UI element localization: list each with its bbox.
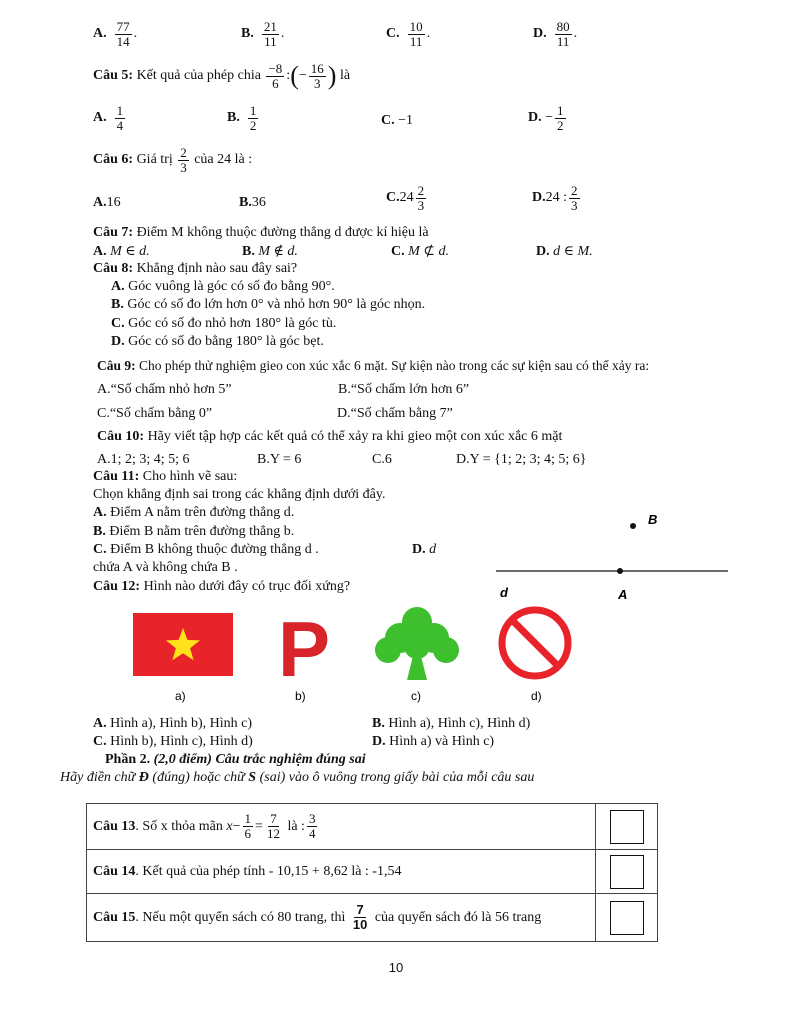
instruction-d: Đ	[138, 770, 149, 785]
option-text: Góc có số đo lớn hơn 0° và nhỏ hơn 90° là góc nhọn.	[127, 297, 426, 312]
option-label: B.	[242, 244, 255, 259]
numerator: 7	[270, 811, 277, 827]
q8-option-b	[111, 297, 425, 313]
q10-option-a: A.1; 2; 3; 4; 5; 6	[97, 452, 190, 467]
numerator: 1	[116, 103, 124, 118]
question-text: . Kết quả của phép tính - 10,15 + 8,62 là : -1,54	[135, 863, 402, 879]
option-label: B.	[372, 716, 385, 731]
denominator: 3	[314, 75, 321, 91]
question-5	[93, 61, 350, 91]
q7-option-c	[391, 243, 449, 260]
question-label: Câu 11:	[93, 469, 140, 484]
denominator: 6	[272, 75, 279, 91]
question-text: Giá trị	[136, 152, 173, 168]
part-2-instruction	[60, 770, 534, 786]
option-label: A.	[93, 505, 107, 520]
page-number: 10	[388, 960, 404, 975]
question-text: Cho phép thử nghiệm gieo con xúc xắc 6 mặt. Sự kiện nào trong các sự kiện sau có thể xảy ra:	[139, 358, 650, 373]
option-suffix: .	[133, 26, 138, 42]
numerator: 21	[263, 19, 277, 34]
question-7	[93, 225, 429, 241]
option-label: C.	[386, 26, 400, 42]
close-paren: )	[327, 61, 337, 90]
part-2-title	[105, 752, 366, 768]
denominator: 2	[249, 117, 257, 133]
q5-option-b	[227, 104, 260, 132]
numerator: 1	[249, 103, 257, 118]
option-text: Hình a), Hình b), Hình c)	[110, 716, 253, 731]
option-label: A.	[111, 279, 125, 294]
question-label: Câu 8:	[93, 261, 134, 276]
q5-option-d	[528, 104, 568, 132]
numerator: 80	[556, 19, 570, 34]
numerator: 16	[310, 60, 324, 76]
q13-cell	[87, 804, 596, 850]
question-label: Câu 12:	[93, 579, 141, 594]
option-text: M ∉ d.	[258, 244, 298, 259]
option-label: D.	[528, 110, 542, 126]
open-paren: (	[290, 61, 299, 90]
option-suffix: .	[280, 26, 285, 42]
option-label: D.	[533, 26, 547, 42]
option-label: A.	[93, 195, 107, 210]
q11-option-d-continued: chứa A và không chứa B .	[93, 560, 238, 575]
question-10	[97, 429, 562, 445]
question-label: Câu 13	[93, 818, 136, 834]
option-label: A.	[93, 110, 107, 126]
numerator: −8	[268, 60, 283, 76]
q8-option-a	[111, 279, 335, 295]
q5-option-c	[381, 113, 413, 129]
denominator: 4	[308, 826, 316, 841]
no-sign-icon	[502, 610, 568, 676]
figure-label-b: b)	[295, 689, 306, 703]
q11-option-d	[412, 542, 436, 558]
variable-x: x	[226, 818, 233, 834]
option-label: C.	[111, 316, 125, 331]
question-label: Câu 9:	[97, 358, 136, 373]
figure-label-c: c)	[411, 689, 421, 703]
q11-option-a	[93, 505, 294, 521]
q4-option-c	[386, 20, 430, 48]
option-label: C.	[386, 190, 400, 206]
equals-sign: =	[255, 818, 263, 834]
question-11	[93, 469, 237, 485]
option-label: A.	[93, 244, 107, 259]
q9-option-c: C.“Số chấm bằng 0”	[97, 406, 213, 421]
option-text: 16	[106, 195, 121, 210]
q9-option-b: B.“Số chấm lớn hơn 6”	[338, 382, 470, 397]
denominator: 11	[409, 33, 423, 49]
q12-option-a	[93, 716, 252, 732]
option-label: B.	[239, 195, 252, 210]
letter-p-icon: P	[278, 605, 331, 693]
q4-option-a	[93, 20, 137, 48]
q12-option-d	[372, 734, 494, 750]
q15-cell	[87, 894, 596, 942]
numerator: 3	[308, 811, 316, 827]
option-label: C.	[93, 542, 107, 557]
option-suffix: .	[573, 26, 578, 42]
instruction-s: S	[248, 770, 257, 785]
q12-figures	[130, 598, 590, 708]
point-a-dot	[617, 568, 623, 574]
q4-option-b	[241, 20, 284, 48]
option-label: D.	[372, 734, 386, 749]
option-text: Góc vuông là góc có số đo bằng 90°.	[128, 279, 335, 294]
option-text: 36	[251, 195, 266, 210]
denominator: 10	[352, 917, 368, 932]
option-text: Góc có số đo nhỏ hơn 180° là góc tù.	[128, 316, 337, 331]
numerator: 1	[557, 103, 564, 118]
question-12	[93, 579, 350, 595]
question-8	[93, 261, 297, 277]
option-label: B.	[93, 524, 106, 539]
question-label: Câu 6:	[93, 152, 134, 168]
option-text: −1	[398, 113, 414, 128]
question-9	[97, 358, 649, 374]
option-label: D.	[532, 190, 546, 206]
numerator: 2	[417, 183, 425, 198]
q6-option-a	[93, 195, 121, 211]
numerator: 77	[116, 19, 130, 34]
option-text: M ∈ d.	[110, 244, 150, 259]
q11-figure	[490, 500, 740, 610]
option-label: D.	[536, 244, 550, 259]
q6-option-c	[386, 184, 428, 212]
instruction-text: (đúng) hoặc chữ	[148, 770, 249, 785]
option-text: Điểm B không thuộc đường thẳng d .	[110, 542, 319, 557]
minus-sign: −	[298, 68, 307, 83]
q6-option-d	[532, 184, 582, 212]
question-label: Câu 10:	[97, 429, 145, 444]
question-text-end: của 24 là :	[194, 152, 253, 168]
question-text: Hãy viết tập hợp các kết quả có thể xảy ra khi gieo một con xúc xắc 6 mặt	[147, 429, 563, 444]
q9-option-d: D.“Số chấm bằng 7”	[337, 406, 453, 421]
q10-option-d: D.Y = {1; 2; 3; 4; 5; 6}	[456, 452, 587, 467]
question-text: . Nếu một quyển sách có 80 trang, thì	[135, 909, 346, 925]
point-b-dot	[630, 523, 636, 529]
q11-option-b	[93, 524, 294, 540]
question-text: Điểm M không thuộc đường thẳng d được kí hiệu là	[136, 225, 429, 240]
option-label: D.	[412, 542, 426, 557]
option-text: Điểm A nằm trên đường thẳng d.	[110, 505, 295, 520]
question-text: Kết quả của phép chia	[136, 68, 261, 83]
question-label: Câu 5:	[93, 68, 134, 83]
numerator: 7	[356, 902, 364, 918]
numerator: 2	[571, 183, 578, 198]
denominator: 3	[417, 197, 425, 213]
question-text: Cho hình vẽ sau:	[142, 469, 238, 484]
q12-option-c	[93, 734, 253, 750]
question-text: là :	[287, 818, 305, 834]
option-label: C.	[381, 113, 395, 128]
question-6	[93, 146, 252, 174]
option-text: d ∈ M.	[553, 244, 593, 259]
q10-option-b: B.Y = 6	[257, 452, 302, 467]
answer-box[interactable]	[610, 855, 644, 889]
q10-option-c: C.6	[372, 452, 392, 467]
option-suffix: .	[426, 26, 431, 42]
instruction-text: (sai) vào ô vuông trong giấy bài của mỗi câu sau	[256, 770, 535, 785]
question-text-end: của quyển sách đó là 56 trang	[374, 909, 542, 925]
denominator: 2	[557, 117, 564, 133]
option-text: Hình a), Hình c), Hình d)	[388, 716, 531, 731]
table-row	[87, 894, 658, 942]
option-label: A.	[93, 716, 107, 731]
question-label: Câu 14	[93, 863, 136, 879]
q7-option-b	[242, 243, 298, 260]
option-label: B.	[227, 110, 240, 126]
denominator: 11	[556, 33, 570, 49]
option-label: A.	[93, 26, 107, 42]
denominator: 14	[116, 33, 130, 49]
answer-box[interactable]	[610, 810, 644, 844]
denominator: 4	[116, 117, 124, 133]
true-false-table	[86, 803, 658, 942]
option-label: C.	[93, 734, 107, 749]
option-label: B.	[111, 297, 124, 312]
option-text: Hình b), Hình c), Hình d)	[110, 734, 253, 749]
q13-answer-cell	[596, 804, 658, 850]
table-row	[87, 804, 658, 850]
figure-label-d: d)	[531, 689, 542, 703]
q5-option-a	[93, 104, 127, 132]
option-prefix: 24 :	[545, 190, 568, 206]
denominator: 6	[244, 826, 252, 841]
option-prefix: 24	[399, 190, 414, 206]
q7-option-a	[93, 243, 150, 260]
numerator: 1	[244, 811, 252, 827]
denominator: 3	[571, 197, 578, 213]
question-label: Câu 7:	[93, 225, 134, 240]
instruction-text: Hãy điền chữ	[60, 770, 139, 785]
point-b-label: B	[648, 512, 658, 527]
part-label: Phần 2.	[105, 752, 151, 767]
answer-box[interactable]	[610, 901, 644, 935]
q7-option-d	[536, 243, 593, 260]
q14-answer-cell	[596, 850, 658, 894]
numerator: 2	[180, 145, 187, 160]
part-description: (2,0 điểm) Câu trắc nghiệm đúng sai	[153, 752, 366, 767]
q11-instruction: Chọn khẳng định sai trong các khẳng định dưới đây.	[93, 487, 386, 502]
q8-option-d	[111, 334, 324, 350]
q6-option-b	[239, 195, 266, 211]
option-text: M ⊄ d.	[408, 244, 450, 259]
question-label: Câu 15	[93, 909, 136, 925]
q14-cell	[87, 850, 596, 894]
table-row	[87, 850, 658, 894]
denominator: 11	[264, 33, 277, 49]
question-text: Khẳng định nào sau đây sai?	[136, 261, 298, 276]
q9-option-a: A.“Số chấm nhỏ hơn 5”	[97, 382, 232, 397]
denominator: 3	[180, 159, 187, 175]
q11-option-c	[93, 542, 319, 558]
question-text: . Số x thỏa mãn	[135, 818, 223, 834]
option-text: Điểm B nằm trên đường thẳng b.	[109, 524, 295, 539]
q4-option-d	[533, 20, 577, 48]
question-text-end: là	[339, 68, 351, 83]
option-text: Hình a) và Hình c)	[389, 734, 495, 749]
line-d-label: d	[500, 585, 508, 600]
option-prefix: −	[545, 110, 554, 126]
q8-option-c	[111, 316, 336, 332]
denominator: 12	[266, 826, 280, 841]
question-text: Hình nào dưới đây có trục đối xứng?	[143, 579, 351, 594]
point-a-label: A	[618, 587, 628, 602]
q12-option-b	[372, 716, 530, 732]
q15-answer-cell	[596, 894, 658, 942]
figure-label-a: a)	[175, 689, 186, 703]
option-label: C.	[391, 244, 405, 259]
minus-sign: −	[232, 818, 241, 834]
option-text: d	[429, 542, 437, 557]
clover-icon	[375, 607, 459, 680]
option-text: Góc có số đo bằng 180° là góc bẹt.	[128, 334, 324, 349]
option-label: B.	[241, 26, 254, 42]
option-label: D.	[111, 334, 125, 349]
numerator: 10	[409, 19, 423, 34]
colon: :	[286, 68, 291, 83]
